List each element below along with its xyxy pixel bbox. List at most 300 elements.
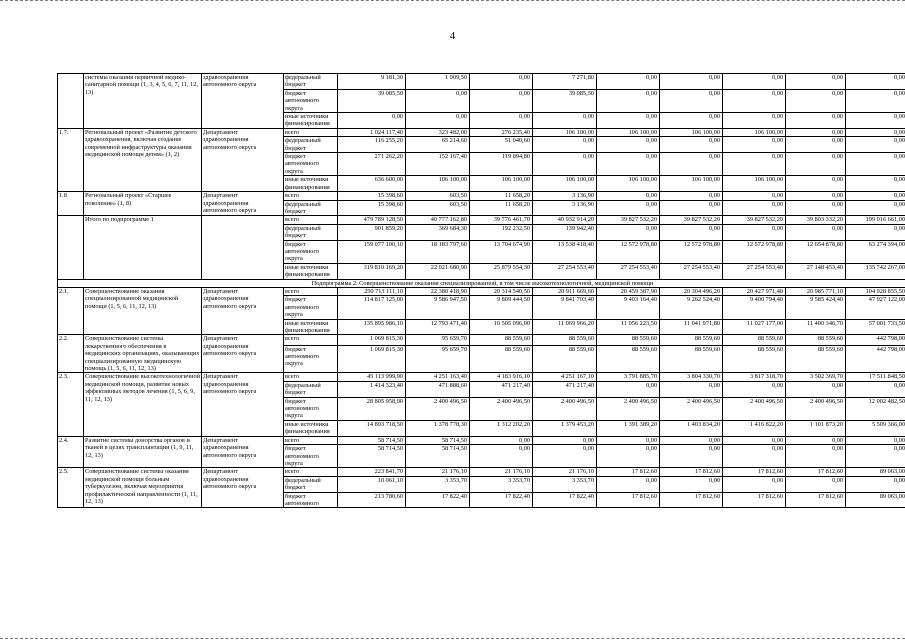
amount-cell: 0,00 [660, 113, 723, 129]
amount-cell: 0,00 [597, 113, 660, 129]
funding-source: бюджет автономного округа [284, 345, 338, 373]
amount-cell: 0,00 [846, 445, 905, 468]
amount-cell: 636 600,00 [338, 176, 406, 192]
amount-cell: 2 400 496,50 [597, 397, 660, 420]
item-name: Совершенствование системы оказания медицинской помощи больным туберкулезом, включая мероприятия профилактической направленности (1, 11, 12, 13) [84, 468, 202, 508]
amount-cell: 0,00 [597, 445, 660, 468]
amount-cell: 17 812,60 [786, 468, 846, 476]
amount-cell: 20 985 771,10 [786, 287, 846, 295]
amount-cell: 17 812,60 [597, 468, 660, 476]
funding-source: всего [284, 335, 338, 345]
amount-cell: 0,00 [406, 89, 470, 112]
amount-cell: 479 789 128,50 [338, 216, 406, 224]
item-number: 1.8 [58, 192, 84, 216]
amount-cell: 88 559,60 [533, 345, 597, 373]
item-number [58, 74, 84, 129]
amount-cell: 9 262 524,40 [660, 296, 723, 319]
amount-cell: 3 353,70 [470, 476, 533, 492]
amount-cell: 0,00 [723, 200, 786, 216]
amount-cell: 65 214,60 [406, 137, 470, 153]
amount-cell: 3 502 369,70 [786, 373, 846, 381]
amount-cell: 0,00 [786, 89, 846, 112]
amount-cell: 0,00 [533, 153, 597, 176]
amount-cell: 9 181,30 [338, 74, 406, 90]
amount-cell: 58 714,50 [406, 445, 470, 468]
amount-cell: 15 398,60 [338, 192, 406, 200]
amount-cell: 39 827 532,20 [660, 216, 723, 224]
amount-cell: 1 101 873,20 [786, 420, 846, 436]
amount-cell: 39 776 461,70 [470, 216, 533, 224]
amount-cell: 11 041 971,80 [660, 319, 723, 335]
amount-cell: 471 888,60 [406, 381, 470, 397]
amount-cell: 39 803 332,20 [786, 216, 846, 224]
amount-cell: 20 304 496,20 [660, 287, 723, 295]
scan-top-edge [0, 0, 905, 4]
funding-source: всего [284, 216, 338, 224]
amount-cell: 20 459 387,90 [597, 287, 660, 295]
amount-cell: 3 136,90 [533, 192, 597, 200]
amount-cell: 901 859,20 [338, 224, 406, 240]
amount-cell: 323 482,00 [406, 128, 470, 136]
amount-cell: 88 559,60 [470, 345, 533, 373]
amount-cell: 0,00 [846, 200, 905, 216]
funding-source: иные источники финансирования [284, 113, 338, 129]
page-number: 4 [449, 30, 456, 42]
amount-cell: 0,00 [470, 445, 533, 468]
amount-cell: 0,00 [786, 200, 846, 216]
amount-cell: 0,00 [723, 381, 786, 397]
amount-cell: 106 100,00 [533, 128, 597, 136]
amount-cell: 0,00 [660, 436, 723, 444]
amount-cell: 0,00 [597, 381, 660, 397]
funding-source: всего [284, 192, 338, 200]
item-executor: Департамент здравоохранения автономного округа [202, 128, 284, 191]
amount-cell: 15 398,60 [338, 200, 406, 216]
amount-cell: 0,00 [660, 137, 723, 153]
amount-cell: 223 841,70 [338, 468, 406, 476]
amount-cell: 0,00 [338, 113, 406, 129]
amount-cell: 0,00 [786, 128, 846, 136]
item-name: Региональный проект «Развитие детского здравоохранения, включая создание современной инфраструктуры оказания медицинской помощи детям» (1, 2) [84, 128, 202, 191]
amount-cell: 1 379 453,20 [533, 420, 597, 436]
amount-cell: 0,00 [470, 74, 533, 90]
amount-cell: 0,00 [660, 445, 723, 468]
amount-cell: 0,00 [846, 128, 905, 136]
amount-cell: 0,00 [597, 137, 660, 153]
amount-cell: 27 254 553,40 [597, 263, 660, 279]
amount-cell: 0,00 [660, 381, 723, 397]
subprogram-header-row [58, 279, 905, 287]
amount-cell: 0,00 [660, 476, 723, 492]
amount-cell: 17 822,40 [470, 492, 533, 508]
amount-cell: 39 085,50 [338, 89, 406, 112]
amount-cell: 0,00 [533, 137, 597, 153]
amount-cell: 0,00 [406, 113, 470, 129]
amount-cell: 0,00 [723, 113, 786, 129]
amount-cell: 0,00 [660, 200, 723, 216]
amount-cell: 17 812,60 [723, 492, 786, 508]
item-executor: Департамент здравоохранения автономного округа [202, 335, 284, 373]
amount-cell: 369 684,30 [406, 224, 470, 240]
amount-cell: 11 658,20 [470, 200, 533, 216]
amount-cell: 0,00 [786, 153, 846, 176]
amount-cell: 3 791 885,70 [597, 373, 660, 381]
amount-cell: 88 559,60 [723, 345, 786, 373]
amount-cell: 106 100,00 [660, 128, 723, 136]
funding-source: федеральный бюджет [284, 137, 338, 153]
item-executor: Департамент здравоохранения автономного округа [202, 468, 284, 508]
amount-cell: 213 780,60 [338, 492, 406, 508]
item-number: 2.4. [58, 436, 84, 468]
amount-cell: 471 217,40 [470, 381, 533, 397]
amount-cell: 2 400 496,50 [723, 397, 786, 420]
amount-cell: 1 909,50 [406, 74, 470, 90]
amount-cell: 135 742 267,00 [846, 263, 905, 279]
amount-cell: 2 400 496,50 [470, 397, 533, 420]
item-name: Региональный проект «Старшее поколение» (1, 8) [84, 192, 202, 216]
amount-cell: 106 100,00 [597, 128, 660, 136]
amount-cell: 0,00 [470, 113, 533, 129]
amount-cell: 442 798,00 [846, 345, 905, 373]
item-number: 2.5. [58, 468, 84, 508]
amount-cell: 4 183 916,10 [470, 373, 533, 381]
amount-cell: 0,00 [846, 192, 905, 200]
funding-source: федеральный бюджет [284, 476, 338, 492]
amount-cell: 1 414 323,40 [338, 381, 406, 397]
amount-cell: 17 812,60 [660, 468, 723, 476]
amount-cell: 25 879 554,30 [470, 263, 533, 279]
amount-cell: 0,00 [597, 224, 660, 240]
item-name: Совершенствование оказания специализированной медицинской помощи (1, 5, 6, 11, 12, 13) [84, 287, 202, 334]
amount-cell: 22 021 680,90 [406, 263, 470, 279]
amount-cell: 0,00 [470, 436, 533, 444]
table-row [58, 128, 905, 136]
amount-cell: 3 136,90 [533, 200, 597, 216]
amount-cell: 12 793 471,40 [406, 319, 470, 335]
amount-cell: 106 100,00 [723, 176, 786, 192]
amount-cell: 58 714,50 [406, 436, 470, 444]
amount-cell: 9 586 947,50 [406, 296, 470, 319]
amount-cell: 27 148 453,40 [786, 263, 846, 279]
amount-cell: 0,00 [660, 224, 723, 240]
item-executor: здравоохранения автономного округа [202, 74, 284, 129]
table-row [58, 287, 905, 295]
amount-cell: 0,00 [846, 89, 905, 112]
amount-cell: 89 063,00 [846, 468, 905, 476]
amount-cell: 603,50 [406, 192, 470, 200]
amount-cell: 152 167,40 [406, 153, 470, 176]
amount-cell: 5 509 366,00 [846, 420, 905, 436]
amount-cell: 442 798,00 [846, 335, 905, 345]
amount-cell: 58 714,50 [338, 445, 406, 468]
item-number: 1.7. [58, 128, 84, 191]
amount-cell: 21 176,10 [406, 468, 470, 476]
funding-source: федеральный бюджет [284, 381, 338, 397]
item-name: Совершенствование системы лекарственного обеспечения в медицинских организациях, оказывающих специализированную медицинскую помощь (1, 5, 6, 11, 12, 13) [84, 335, 202, 373]
amount-cell: 106 100,00 [597, 176, 660, 192]
item-name: Итого по подпрограмме 1 [84, 216, 202, 279]
funding-source: всего [284, 287, 338, 295]
amount-cell: 0,00 [597, 476, 660, 492]
table-row [58, 74, 905, 90]
amount-cell: 20 911 669,60 [533, 287, 597, 295]
amount-cell: 95 659,70 [406, 335, 470, 345]
item-executor [202, 216, 284, 279]
amount-cell: 11 056 223,50 [597, 319, 660, 335]
amount-cell: 9 841 703,40 [533, 296, 597, 319]
amount-cell: 0,00 [470, 89, 533, 112]
amount-cell: 28 805 958,00 [338, 397, 406, 420]
amount-cell: 12 572 978,80 [723, 240, 786, 263]
financing-table [57, 73, 905, 508]
amount-cell: 88 559,60 [533, 335, 597, 345]
item-number [58, 216, 84, 279]
item-executor: Департамент здравоохранения автономного округа [202, 373, 284, 436]
funding-source: иные источники финансирования [284, 263, 338, 279]
amount-cell: 2 400 496,50 [406, 397, 470, 420]
amount-cell: 139 942,40 [533, 224, 597, 240]
amount-cell: 0,00 [786, 476, 846, 492]
amount-cell: 0,00 [786, 445, 846, 468]
amount-cell: 14 893 718,50 [338, 420, 406, 436]
amount-cell: 0,00 [846, 224, 905, 240]
amount-cell: 9 403 164,40 [597, 296, 660, 319]
item-executor: Департамент здравоохранения автономного округа [202, 287, 284, 334]
amount-cell: 159 077 100,10 [338, 240, 406, 263]
amount-cell: 0,00 [723, 137, 786, 153]
amount-cell: 3 353,70 [533, 476, 597, 492]
amount-cell: 1 416 822,20 [723, 420, 786, 436]
amount-cell: 0,00 [723, 74, 786, 90]
item-name: Развитие системы донорства органов и тканей в целях трансплантации (1, 9, 11, 12, 13) [84, 436, 202, 468]
amount-cell: 17 511 848,50 [846, 373, 905, 381]
item-number: 2.1. [58, 287, 84, 334]
amount-cell: 0,00 [533, 436, 597, 444]
amount-cell: 114 817 125,00 [338, 296, 406, 319]
amount-cell: 0,00 [786, 436, 846, 444]
amount-cell: 10 505 096,00 [470, 319, 533, 335]
funding-source: иные источники финансирования [284, 176, 338, 192]
funding-source: бюджет автономного округа [284, 153, 338, 176]
amount-cell: 0,00 [786, 113, 846, 129]
amount-cell: 0,00 [660, 192, 723, 200]
amount-cell: 3 817 318,70 [723, 373, 786, 381]
amount-cell: 63 274 394,00 [846, 240, 905, 263]
amount-cell: 40 932 914,20 [533, 216, 597, 224]
item-executor: Департамент здравоохранения автономного округа [202, 436, 284, 468]
amount-cell: 21 176,10 [470, 468, 533, 476]
amount-cell: 89 063,00 [846, 492, 905, 508]
amount-cell: 1 391 389,20 [597, 420, 660, 436]
amount-cell: 7 271,80 [533, 74, 597, 90]
table-row [58, 335, 905, 345]
amount-cell: 57 001 733,50 [846, 319, 905, 335]
amount-cell: 0,00 [723, 89, 786, 112]
amount-cell: 40 777 162,80 [406, 216, 470, 224]
item-executor: Департамент здравоохранения автономного округа [202, 192, 284, 216]
amount-cell: 116 255,20 [338, 137, 406, 153]
amount-cell: 12 002 482,50 [846, 397, 905, 420]
amount-cell: 3 353,70 [406, 476, 470, 492]
amount-cell: 0,00 [786, 224, 846, 240]
amount-cell: 9 809 444,50 [470, 296, 533, 319]
amount-cell: 0,00 [846, 137, 905, 153]
amount-cell: 0,00 [846, 476, 905, 492]
amount-cell: 45 113 999,90 [338, 373, 406, 381]
amount-cell: 0,00 [846, 436, 905, 444]
item-name: Совершенствование высокотехнологичной медицинской помощи, развитие новых эффективных методов лечения (1, 5, 6, 9, 11, 12, 13) [84, 373, 202, 436]
amount-cell: 12 654 878,80 [786, 240, 846, 263]
amount-cell: 106 100,00 [723, 128, 786, 136]
amount-cell: 0,00 [597, 436, 660, 444]
item-number: 2.2. [58, 335, 84, 373]
amount-cell: 88 559,60 [723, 335, 786, 345]
table-row [58, 373, 905, 381]
funding-source: всего [284, 468, 338, 476]
scan-bottom-edge [0, 636, 905, 639]
amount-cell: 0,00 [723, 192, 786, 200]
subprogram-title: Подпрограмма 2. Совершенствование оказания специализированной, в том числе высокотехнологичной, медицинской помощи [58, 279, 905, 287]
amount-cell: 0,00 [723, 224, 786, 240]
funding-source: всего [284, 373, 338, 381]
amount-cell: 1 403 834,20 [660, 420, 723, 436]
amount-cell: 0,00 [846, 74, 905, 90]
funding-source: всего [284, 436, 338, 444]
amount-cell: 11 400 346,70 [786, 319, 846, 335]
amount-cell: 95 659,70 [406, 345, 470, 373]
amount-cell: 9 585 424,40 [786, 296, 846, 319]
amount-cell: 1 069 815,30 [338, 335, 406, 345]
amount-cell: 88 559,60 [786, 335, 846, 345]
amount-cell: 17 812,60 [660, 492, 723, 508]
amount-cell: 0,00 [660, 89, 723, 112]
amount-cell: 17 812,60 [597, 492, 660, 508]
amount-cell: 0,00 [597, 89, 660, 112]
amount-cell: 0,00 [846, 153, 905, 176]
amount-cell: 88 559,60 [470, 335, 533, 345]
amount-cell: 2 400 496,50 [660, 397, 723, 420]
amount-cell: 0,00 [660, 74, 723, 90]
amount-cell: 17 822,40 [406, 492, 470, 508]
table-row [58, 468, 905, 476]
table-row [58, 436, 905, 444]
table-row [58, 192, 905, 200]
amount-cell: 1 024 117,40 [338, 128, 406, 136]
amount-cell: 0,00 [846, 176, 905, 192]
amount-cell: 106 100,00 [406, 176, 470, 192]
amount-cell: 0,00 [786, 176, 846, 192]
amount-cell: 0,00 [533, 113, 597, 129]
amount-cell: 1 069 815,30 [338, 345, 406, 373]
amount-cell: 199 016 661,00 [846, 216, 905, 224]
amount-cell: 104 928 855,50 [846, 287, 905, 295]
amount-cell: 192 232,50 [470, 224, 533, 240]
amount-cell: 1 378 778,30 [406, 420, 470, 436]
amount-cell: 20 427 971,40 [723, 287, 786, 295]
amount-cell: 58 714,50 [338, 436, 406, 444]
funding-source: всего [284, 128, 338, 136]
amount-cell: 0,00 [533, 445, 597, 468]
amount-cell: 11 027 177,00 [723, 319, 786, 335]
funding-source: федеральный бюджет [284, 224, 338, 240]
amount-cell: 88 559,60 [786, 345, 846, 373]
amount-cell: 11 069 966,20 [533, 319, 597, 335]
amount-cell: 0,00 [723, 436, 786, 444]
amount-cell: 271 262,20 [338, 153, 406, 176]
amount-cell: 11 658,20 [470, 192, 533, 200]
amount-cell: 22 380 418,90 [406, 287, 470, 295]
funding-source: бюджет автономного округа [284, 240, 338, 263]
amount-cell: 13 538 418,40 [533, 240, 597, 263]
amount-cell: 12 572 978,80 [660, 240, 723, 263]
amount-cell: 319 810 169,20 [338, 263, 406, 279]
amount-cell: 106 100,00 [660, 176, 723, 192]
amount-cell: 17 822,40 [533, 492, 597, 508]
amount-cell: 0,00 [723, 153, 786, 176]
funding-source: бюджет автономного округа [284, 89, 338, 112]
funding-source: бюджет автономного [284, 492, 338, 508]
amount-cell: 106 100,00 [533, 176, 597, 192]
amount-cell: 10 061,10 [338, 476, 406, 492]
amount-cell: 119 094,80 [470, 153, 533, 176]
funding-source: иные источники финансирования [284, 420, 338, 436]
amount-cell: 39 085,50 [533, 89, 597, 112]
amount-cell: 88 559,60 [597, 345, 660, 373]
amount-cell: 88 559,60 [660, 335, 723, 345]
amount-cell: 0,00 [786, 74, 846, 90]
amount-cell: 27 254 553,40 [660, 263, 723, 279]
amount-cell: 0,00 [786, 381, 846, 397]
funding-source: федеральный бюджет [284, 200, 338, 216]
amount-cell: 0,00 [723, 476, 786, 492]
amount-cell: 13 704 674,90 [470, 240, 533, 263]
amount-cell: 0,00 [597, 74, 660, 90]
amount-cell: 4 251 163,40 [406, 373, 470, 381]
amount-cell: 18 183 797,60 [406, 240, 470, 263]
amount-cell: 2 400 496,50 [786, 397, 846, 420]
amount-cell: 135 895 986,10 [338, 319, 406, 335]
funding-source: бюджет автономного округа [284, 397, 338, 420]
amount-cell: 0,00 [786, 192, 846, 200]
amount-cell: 3 804 330,70 [660, 373, 723, 381]
amount-cell: 17 812,60 [786, 492, 846, 508]
amount-cell: 250 713 111,10 [338, 287, 406, 295]
amount-cell: 17 812,60 [723, 468, 786, 476]
amount-cell: 0,00 [660, 153, 723, 176]
amount-cell: 0,00 [597, 153, 660, 176]
funding-source: федеральный бюджет [284, 74, 338, 90]
amount-cell: 0,00 [786, 137, 846, 153]
amount-cell: 0,00 [723, 445, 786, 468]
item-number: 2.3. [58, 373, 84, 436]
amount-cell: 27 254 553,40 [723, 263, 786, 279]
amount-cell: 0,00 [597, 192, 660, 200]
amount-cell: 20 314 540,50 [470, 287, 533, 295]
amount-cell: 21 176,10 [533, 468, 597, 476]
amount-cell: 0,00 [846, 381, 905, 397]
amount-cell: 27 254 553,40 [533, 263, 597, 279]
amount-cell: 88 559,60 [660, 345, 723, 373]
amount-cell: 9 400 794,40 [723, 296, 786, 319]
amount-cell: 1 312 202,20 [470, 420, 533, 436]
amount-cell: 2 400 496,50 [533, 397, 597, 420]
amount-cell: 88 559,60 [597, 335, 660, 345]
funding-source: бюджет автономного округа [284, 296, 338, 319]
item-name: системы оказания первичной медико-санитарной помощи (1, 3, 4, 5, 6, 7, 11, 12, 13) [84, 74, 202, 129]
amount-cell: 603,50 [406, 200, 470, 216]
amount-cell: 0,00 [846, 113, 905, 129]
amount-cell: 106 100,00 [470, 176, 533, 192]
